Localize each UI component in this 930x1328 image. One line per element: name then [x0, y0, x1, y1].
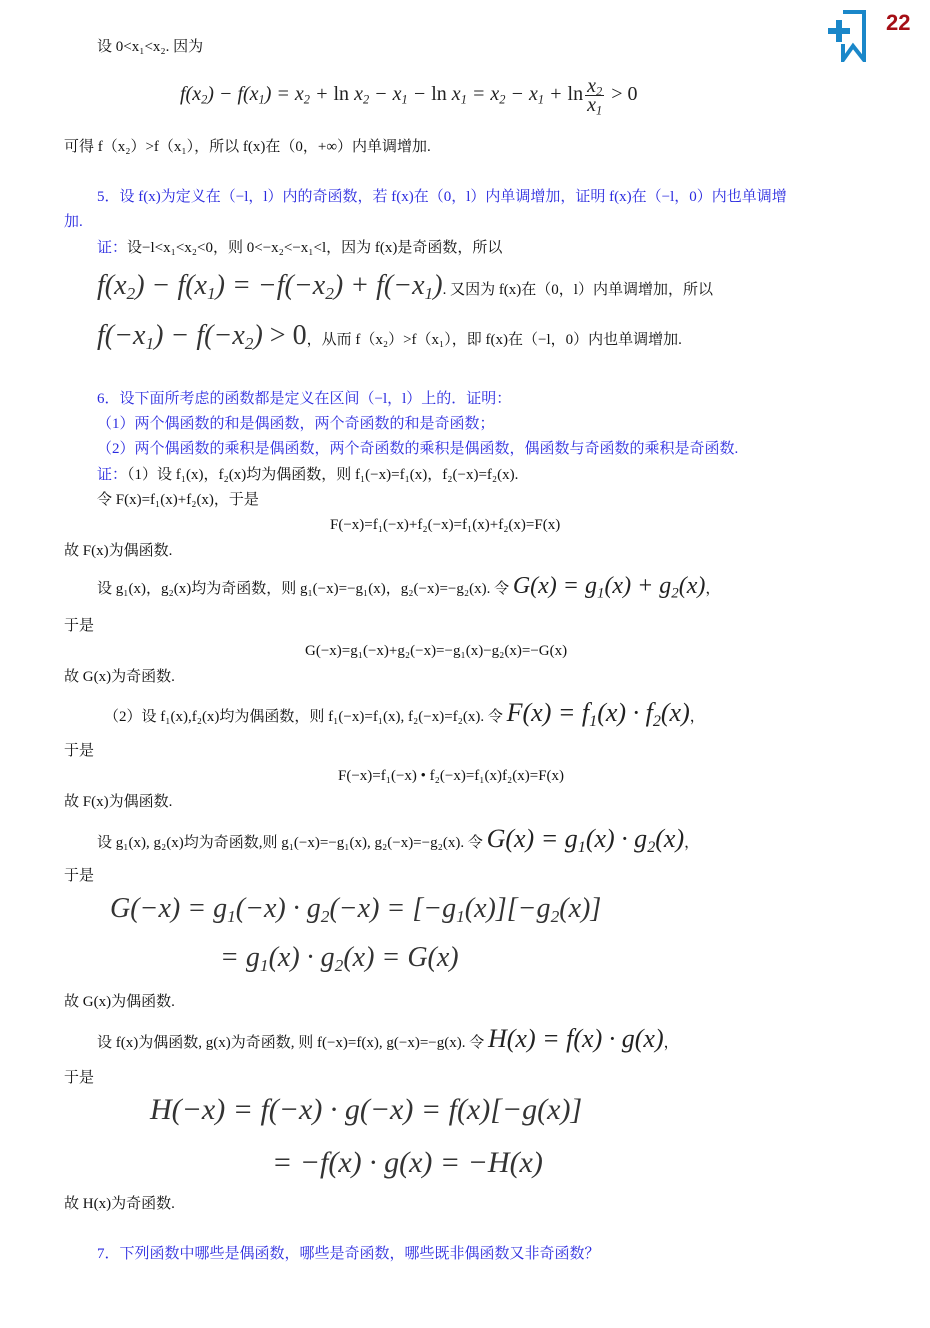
conclusion-G-even: 故 G(x)为偶函数.	[64, 994, 175, 1010]
formula-H-product: H(x) = f(x) · g(x)	[487, 1024, 664, 1053]
formula1-suffix: . 又因为 f(x)在（0，l）内单调增加，所以	[442, 282, 713, 298]
then-text: 于是	[64, 1070, 95, 1086]
then-text: 于是	[64, 868, 95, 884]
proof-6-line2: 令 F(x)=f₁(x)+f₂(x)，于是	[97, 492, 259, 508]
equation-G-product-line2: = $g_1(x) \cdot g_2(x) = G(x)$	[220, 942, 459, 976]
question-6: 6．设下面所考虑的函数都是定义在区间（−l，l）上的．证明：	[97, 391, 512, 407]
then-text: 于是	[64, 743, 95, 759]
equation-F-sum: F(−x)=f₁(−x)+f₂(−x)=f₁(x)+f₂(x)=F(x)	[330, 517, 561, 533]
comma: ，	[689, 709, 705, 725]
comma: ，	[705, 581, 721, 597]
page-number: 22	[886, 10, 911, 35]
question-5-line1: 5．设 f(x)为定义在（−l，l）内的奇函数，若 f(x)在（0，l）内单调增加，证明 f(x)在（−l，0）内也单调增	[97, 189, 787, 205]
proof-5-formula2-line	[97, 316, 682, 360]
conclusion-text: 可得 f（x₂）>f（x₁），所以 f(x)在（0，+∞）内单调增加.	[64, 139, 431, 155]
equation-F-product: F(−x)=f₁(−x) • f₂(−x)=f₁(x)f₂(x)=F(x)	[338, 768, 565, 784]
conclusion-H-odd: 故 H(x)为奇函数.	[64, 1196, 175, 1212]
equation-G-sum: G(−x)=g₁(−x)+g₂(−x)=−g₁(x)−g₂(x)=−G(x)	[305, 643, 568, 659]
proof-text: 设 g₁(x)，g₂(x)均为奇函数，则 g₁(−x)=−g₁(x)，g₂(−x)=−g₂(x). 令	[97, 581, 510, 597]
question-7: 7．下列函数中哪些是偶函数，哪些是奇函数，哪些既非偶函数又非奇函数？	[97, 1246, 600, 1262]
formula-positive-difference: $f(-x_1) - f(-x_2) > 0$	[97, 320, 307, 354]
formula-G-product: $G(x) = g_1(x) \cdot g_2(x)$	[486, 824, 685, 856]
formula-odd-difference: $f(x_2) - f(x_1) = -f(-x_2) + f(-x_1)$	[97, 270, 443, 304]
conclusion-G-odd: 故 G(x)为奇函数.	[64, 669, 175, 685]
comma: ，	[663, 1035, 679, 1051]
conclusion-F-even: 故 F(x)为偶函数.	[64, 543, 173, 559]
then-text: 于是	[64, 618, 95, 634]
formula-monotonic-ln: $f(x_2) - f(x_1) = x_2 + \ln x_2 - x_1 - \ln x_1 = x_2 - x_1 + \ln$ $\frac{x_2}{x_1}$ > 0	[180, 74, 638, 118]
proof-6-h-product-line	[97, 1022, 679, 1060]
comma: ，	[684, 835, 700, 851]
proof-5-formula1-line	[97, 266, 713, 310]
conclusion-F-even-2: 故 F(x)为偶函数.	[64, 794, 173, 810]
question-5-line2: 加.	[64, 214, 83, 230]
formula-G-sum: $G(x) = g_1(x) + g_2(x)$	[512, 573, 706, 602]
equation-H-product-line1: H(−x) = f(−x) · g(−x) = f(x)[−g(x)]	[150, 1093, 583, 1126]
question-6-part1: （1）两个偶函数的和是偶函数，两个奇函数的和是奇函数；	[97, 416, 495, 432]
proof-text: 设 f(x)为偶函数, g(x)为奇函数, 则 f(−x)=f(x), g(−x)=−g(x). 令	[97, 1035, 485, 1051]
proof-6-f-product-line	[104, 696, 705, 734]
question-6-part2: （2）两个偶函数的乘积是偶函数，两个奇函数的乘积是偶函数，偶函数与奇函数的乘积是奇函数.	[97, 441, 739, 457]
proof-text: （1）设 f₁(x)，f₂(x)均为偶函数，则 f₁(−x)=f₁(x)，f₂(−x)=f₂(x).	[127, 467, 519, 483]
proof-text: 设 g₁(x), g₂(x)均为奇函数,则 g₁(−x)=−g₁(x), g₂(−x)=−g₂(x). 令	[97, 835, 483, 851]
proof-6-g-product-line	[97, 822, 699, 860]
proof-label: 证：	[97, 467, 128, 483]
equation-H-product-line2: = −f(x) · g(x) = −H(x)	[272, 1146, 543, 1179]
intro-text: 设 0<x₁<x₂. 因为	[97, 39, 204, 55]
bookmark-add-icon[interactable]	[826, 10, 872, 62]
proof-5-line1	[97, 238, 502, 258]
proof-6-g-sum-line	[97, 570, 720, 605]
formula2-suffix: ，从而 f（x₂）>f（x₁），即 f(x)在（−l，0）内也单调增加.	[306, 332, 682, 348]
proof-text: （2）设 f₁(x),f₂(x)均为偶函数，则 f₁(−x)=f₁(x), f₂(−x)=f₂(x). 令	[104, 709, 503, 725]
formula-F-product: $F(x) = f_1(x) \cdot f_2(x)$	[506, 698, 690, 730]
proof-6-line1	[97, 465, 518, 485]
proof-label: 证：	[97, 240, 128, 256]
proof-text: 设−l<x₁<x₂<0，则 0<−x₂<−x₁<l，因为 f(x)是奇函数，所以	[127, 240, 503, 256]
equation-G-product-line1: $G(-x) = g_1(-x) \cdot g_2(-x) = [-g_1(x)][-g_2(x)]$	[110, 893, 602, 927]
